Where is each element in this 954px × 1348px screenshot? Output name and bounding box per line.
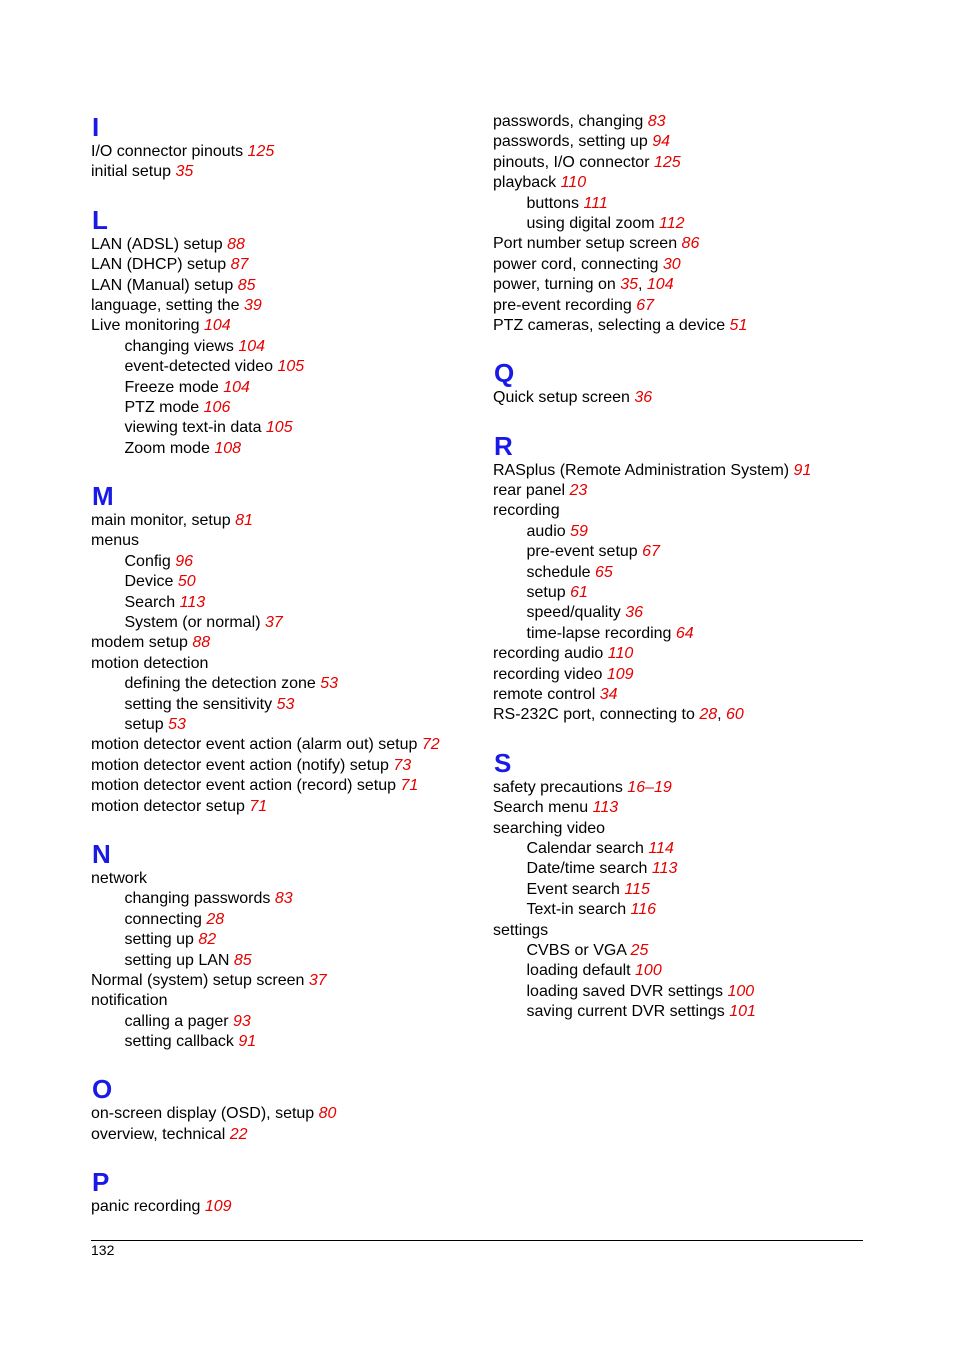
entry-text: Freeze mode — [124, 378, 224, 396]
page-reference-link[interactable]: 61 — [570, 584, 588, 602]
index-entry — [493, 705, 873, 725]
page-reference-link[interactable]: 108 — [214, 439, 242, 457]
entry-text: setting callback — [124, 1033, 239, 1051]
entry-text: menus — [91, 532, 140, 550]
entry-text: using digital zoom — [526, 214, 660, 232]
page-reference-link[interactable]: 83 — [274, 890, 293, 908]
entry-text: pinouts, I/O connector — [493, 153, 654, 171]
index-column-left — [91, 112, 471, 1218]
entry-text: Port number setup screen — [493, 235, 682, 253]
entry-text: loading saved DVR settings — [526, 982, 728, 1000]
entry-text: main monitor, setup — [91, 512, 236, 530]
page-reference-link[interactable]: 104 — [203, 317, 231, 335]
section-letter: M — [92, 481, 114, 512]
entry-text: CVBS or VGA — [526, 941, 631, 959]
entry-text: motion detector event action (record) setup — [91, 777, 401, 795]
index-entry — [91, 797, 471, 817]
page-reference-link[interactable]: 72 — [421, 736, 440, 754]
page-reference-link[interactable]: 53 — [276, 695, 295, 713]
page-reference-link[interactable]: 104 — [238, 337, 266, 355]
index-subentry — [91, 715, 471, 735]
page-reference-link[interactable]: 60 — [726, 706, 744, 724]
page-reference-link[interactable]: 83 — [647, 113, 666, 130]
index-section — [493, 358, 873, 408]
entry-text: recording audio — [493, 645, 608, 663]
page-reference-link[interactable]: 28 — [206, 910, 225, 928]
entry-text: Text-in search — [526, 901, 631, 919]
entry-text: calling a pager — [124, 1012, 234, 1030]
page-reference-link[interactable]: 22 — [229, 1125, 248, 1143]
section-gap — [493, 409, 873, 431]
index-subentry — [91, 674, 471, 694]
page-reference-link[interactable]: 71 — [249, 797, 268, 815]
index-entry — [493, 132, 873, 152]
page-reference-link[interactable]: 104 — [646, 276, 674, 294]
page-reference-link[interactable]: 80 — [318, 1105, 337, 1123]
entry-text: motion detection — [91, 654, 209, 672]
index-entry — [91, 511, 471, 531]
entry-text: LAN (ADSL) setup — [91, 235, 228, 253]
index-entry — [91, 235, 471, 255]
entry-text: Device — [124, 573, 178, 591]
page-reference-link[interactable]: 88 — [192, 634, 211, 652]
entry-text: setup — [526, 584, 571, 602]
page-reference-link[interactable]: 23 — [569, 482, 588, 500]
index-subentry — [91, 695, 471, 715]
index-section — [91, 205, 471, 459]
page-reference-link[interactable]: 16–19 — [627, 778, 672, 796]
entry-text: notification — [91, 992, 168, 1010]
page-reference-link[interactable]: 25 — [630, 941, 649, 959]
index-entry — [493, 819, 873, 839]
entry-text: settings — [493, 921, 549, 939]
entry-text: setup — [124, 715, 169, 733]
page-reference-link[interactable]: 81 — [235, 512, 253, 530]
page-reference-link[interactable]: 39 — [244, 296, 262, 314]
page-reference-link[interactable]: 53 — [320, 675, 338, 693]
index-subentry — [91, 593, 471, 613]
section-letter: L — [92, 204, 108, 235]
index-entry — [91, 869, 471, 889]
index-section — [91, 481, 471, 817]
entry-text: saving current DVR settings — [526, 1003, 730, 1021]
entry-text: motion detector event action (notify) setup — [91, 756, 394, 774]
index-entry — [91, 162, 471, 182]
index-entry — [493, 234, 873, 254]
page-reference-link[interactable]: 87 — [230, 256, 249, 274]
page-reference-link[interactable]: 115 — [624, 880, 650, 898]
entry-text: pre-event recording — [493, 296, 637, 314]
page-reference-link[interactable]: 125 — [653, 153, 681, 171]
index-subentry — [91, 572, 471, 592]
entry-list — [91, 235, 471, 459]
entry-text: remote control — [493, 685, 600, 703]
entry-text: setting up — [124, 931, 199, 949]
entry-text: passwords, changing — [493, 113, 648, 130]
index-entry — [493, 644, 873, 664]
index-subentry — [493, 859, 873, 879]
index-entry — [493, 665, 873, 685]
section-gap — [493, 336, 873, 358]
entry-text: passwords, setting up — [493, 133, 653, 151]
page-reference-link[interactable]: 67 — [642, 543, 660, 561]
entry-list — [91, 869, 471, 1053]
index-subentry — [91, 910, 471, 930]
index-entry — [91, 1104, 471, 1124]
entry-text: Live monitoring — [91, 317, 204, 335]
index-entry — [493, 501, 873, 521]
section-letter: P — [92, 1167, 110, 1198]
index-subentry — [91, 951, 471, 971]
entry-list — [91, 511, 471, 817]
index-subentry — [91, 398, 471, 418]
entry-text: power cord, connecting — [493, 255, 663, 273]
entry-text: recording — [493, 502, 560, 520]
index-subentry — [493, 563, 873, 583]
index-entry — [91, 991, 471, 1011]
entry-text: I/O connector pinouts — [91, 143, 248, 160]
page-reference-link[interactable]: 37 — [308, 971, 327, 989]
page-reference-link[interactable]: 91 — [238, 1033, 257, 1051]
index-entry — [493, 778, 873, 798]
entry-text: network — [91, 869, 148, 887]
page-reference-link[interactable]: 105 — [265, 419, 293, 437]
entry-text: safety precautions — [493, 778, 628, 796]
entry-text: schedule — [526, 563, 595, 581]
entry-text: Event search — [526, 880, 625, 898]
index-subentry — [493, 900, 873, 920]
index-subentry — [493, 624, 873, 644]
entry-text: power, turning on — [493, 276, 621, 294]
page-reference-link[interactable]: 85 — [233, 951, 252, 969]
index-entry — [493, 173, 873, 193]
page-reference-link[interactable]: 88 — [227, 235, 245, 253]
page-reference-link[interactable]: 30 — [662, 255, 681, 273]
entry-list — [493, 461, 873, 726]
page-reference-link[interactable]: 71 — [400, 777, 419, 795]
entry-text: rear panel — [493, 482, 570, 500]
page-reference-link[interactable]: 110 — [560, 174, 587, 192]
entry-text: System (or normal) — [124, 614, 265, 632]
index-subentry — [493, 522, 873, 542]
entry-list — [493, 388, 873, 408]
page-reference-link[interactable]: 116 — [630, 901, 657, 919]
page-reference-link[interactable]: 85 — [237, 276, 256, 294]
entry-text: loading default — [526, 962, 636, 980]
index-section — [91, 839, 471, 1053]
page-number: 132 — [91, 1242, 115, 1258]
index-subentry — [493, 214, 873, 234]
index-entry — [493, 798, 873, 818]
entry-list — [91, 1104, 471, 1145]
entry-text: PTZ cameras, selecting a device — [493, 316, 730, 334]
section-gap — [493, 726, 873, 748]
index-subentry — [493, 941, 873, 961]
entry-text: LAN (DHCP) setup — [91, 256, 231, 274]
index-subentry — [91, 552, 471, 572]
index-entry — [91, 142, 471, 162]
entry-text: motion detector event action (alarm out) setup — [91, 736, 422, 754]
page-reference-link[interactable]: 35 — [620, 276, 638, 294]
entry-text: connecting — [124, 910, 207, 928]
entry-text: Search — [124, 593, 180, 611]
page-reference-link[interactable]: 36 — [634, 389, 653, 407]
page-reference-link[interactable]: 110 — [607, 645, 634, 663]
index-section — [91, 1074, 471, 1145]
index-entry — [493, 112, 873, 132]
entry-text: on-screen display (OSD), setup — [91, 1105, 319, 1123]
page-reference-link[interactable]: 109 — [606, 665, 634, 683]
index-section — [91, 112, 471, 183]
page-reference-link[interactable]: 113 — [179, 593, 206, 611]
index-entry — [91, 776, 471, 796]
index-entry — [91, 633, 471, 653]
entry-text: RASplus (Remote Administration System) — [493, 461, 794, 479]
entry-text: LAN (Manual) setup — [91, 276, 238, 294]
entry-text: Normal (system) setup screen — [91, 971, 309, 989]
index-entry — [91, 756, 471, 776]
index-entry — [493, 921, 873, 941]
entry-text: playback — [493, 174, 561, 192]
section-gap — [91, 1052, 471, 1074]
page-separator: , — [717, 706, 727, 724]
page-reference-link[interactable]: 91 — [793, 461, 812, 479]
index-entry — [91, 296, 471, 316]
page-reference-link[interactable]: 53 — [168, 715, 186, 733]
entry-text: motion detector setup — [91, 797, 250, 815]
index-entry — [493, 388, 873, 408]
index-section — [493, 112, 873, 336]
page-reference-link[interactable]: 113 — [592, 799, 619, 817]
index-subentry — [91, 418, 471, 438]
page-reference-link[interactable]: 86 — [681, 235, 700, 253]
entry-text: event-detected video — [124, 358, 278, 376]
index-entry — [493, 275, 873, 295]
index-subentry — [91, 613, 471, 633]
index-entry — [493, 153, 873, 173]
page-reference-link[interactable]: 111 — [583, 194, 608, 212]
entry-text: viewing text-in data — [124, 419, 266, 437]
entry-text: overview, technical — [91, 1125, 230, 1143]
index-subentry — [493, 961, 873, 981]
page-reference-link[interactable]: 104 — [223, 378, 250, 396]
section-gap — [91, 183, 471, 205]
section-letter: S — [494, 747, 512, 778]
page-reference-link[interactable]: 106 — [203, 398, 231, 416]
index-entry — [493, 685, 873, 705]
index-entry — [91, 316, 471, 336]
index-subentry — [91, 357, 471, 377]
entry-text: Date/time search — [526, 860, 652, 878]
entry-list — [91, 1197, 471, 1217]
page-reference-link[interactable]: 65 — [595, 563, 613, 581]
index-entry — [91, 735, 471, 755]
page-reference-link[interactable]: 105 — [277, 358, 305, 376]
page-reference-link[interactable]: 100 — [635, 962, 662, 980]
page-reference-link[interactable]: 51 — [729, 316, 748, 334]
page-separator: , — [638, 276, 647, 294]
index-entry — [493, 296, 873, 316]
entry-text: time-lapse recording — [526, 624, 676, 642]
index-entry — [493, 461, 873, 481]
entry-text: changing passwords — [124, 890, 275, 908]
index-subentry — [493, 603, 873, 623]
page-reference-link[interactable]: 73 — [393, 756, 412, 774]
index-entry — [493, 255, 873, 275]
entry-text: recording video — [493, 665, 607, 683]
page-reference-link[interactable]: 59 — [570, 522, 588, 540]
index-subentry — [493, 839, 873, 859]
index-entry — [91, 654, 471, 674]
entry-text: setting the sensitivity — [124, 695, 277, 713]
index-subentry — [91, 1032, 471, 1052]
page-reference-link[interactable]: 114 — [648, 839, 674, 857]
entry-text: buttons — [526, 194, 584, 212]
index-subentry — [493, 194, 873, 214]
index-entry — [91, 971, 471, 991]
index-entry — [493, 316, 873, 336]
entry-text: setting up LAN — [124, 951, 234, 969]
index-subentry — [91, 378, 471, 398]
index-entry — [91, 1197, 471, 1217]
entry-text: panic recording — [91, 1198, 205, 1216]
index-entry — [91, 531, 471, 551]
index-subentry — [91, 889, 471, 909]
index-section — [493, 748, 873, 1023]
index-entry — [493, 481, 873, 501]
page-reference-link[interactable]: 34 — [599, 685, 618, 703]
entry-text: Search menu — [493, 799, 593, 817]
index-subentry — [493, 880, 873, 900]
footer-rule — [91, 1240, 863, 1241]
section-gap — [91, 817, 471, 839]
entry-text: Zoom mode — [124, 439, 215, 457]
index-column-right — [493, 112, 873, 1022]
entry-text: audio — [526, 522, 571, 540]
entry-text: searching video — [493, 819, 606, 837]
page-reference-link[interactable]: 100 — [727, 982, 755, 1000]
page-reference-link[interactable]: 125 — [247, 143, 275, 160]
section-letter: Q — [494, 358, 515, 389]
section-letter: R — [494, 430, 513, 461]
entry-list — [91, 142, 471, 183]
index-section — [91, 1167, 471, 1217]
page-reference-link[interactable]: 112 — [659, 214, 685, 232]
page-reference-link[interactable]: 109 — [204, 1198, 232, 1216]
section-letter: N — [92, 838, 111, 869]
page-reference-link[interactable]: 37 — [264, 614, 283, 632]
entry-text: Calendar search — [526, 839, 649, 857]
page-reference-link[interactable]: 101 — [729, 1003, 756, 1021]
page-reference-link[interactable]: 94 — [652, 133, 670, 151]
entry-list — [493, 112, 873, 336]
index-entry — [91, 276, 471, 296]
entry-text: pre-event setup — [526, 543, 643, 561]
section-letter: I — [92, 112, 100, 142]
entry-text: Config — [124, 552, 176, 570]
page-reference-link[interactable]: 35 — [175, 163, 194, 181]
entry-text: language, setting the — [91, 296, 245, 314]
page-reference-link[interactable]: 50 — [177, 573, 196, 591]
section-letter: O — [92, 1074, 113, 1105]
page-reference-link[interactable]: 36 — [625, 604, 644, 622]
page-reference-link[interactable]: 93 — [233, 1012, 251, 1030]
index-subentry — [91, 439, 471, 459]
entry-text: defining the detection zone — [124, 675, 321, 693]
entry-text: modem setup — [91, 634, 193, 652]
section-gap — [91, 1145, 471, 1167]
section-gap — [91, 459, 471, 481]
index-subentry — [91, 1012, 471, 1032]
entry-text: RS-232C port, connecting to — [493, 706, 700, 724]
index-subentry — [91, 930, 471, 950]
entry-text: changing views — [124, 337, 239, 355]
page-reference-link[interactable]: 113 — [651, 860, 678, 878]
entry-text: Quick setup screen — [493, 389, 635, 407]
entry-list — [493, 778, 873, 1023]
index-subentry — [493, 1002, 873, 1022]
page-reference-link[interactable]: 28 — [699, 706, 718, 724]
page-reference-link[interactable]: 96 — [175, 552, 193, 570]
index-subentry — [91, 337, 471, 357]
page-reference-link[interactable]: 82 — [198, 931, 217, 949]
index-subentry — [493, 542, 873, 562]
page-reference-link[interactable]: 64 — [675, 624, 694, 642]
index-subentry — [493, 583, 873, 603]
index-entry — [91, 255, 471, 275]
index-subentry — [493, 982, 873, 1002]
page-reference-link[interactable]: 67 — [636, 296, 654, 314]
index-section — [493, 431, 873, 726]
entry-text: speed/quality — [526, 604, 626, 622]
entry-text: initial setup — [91, 163, 176, 181]
entry-text: PTZ mode — [124, 398, 204, 416]
index-entry — [91, 1125, 471, 1145]
